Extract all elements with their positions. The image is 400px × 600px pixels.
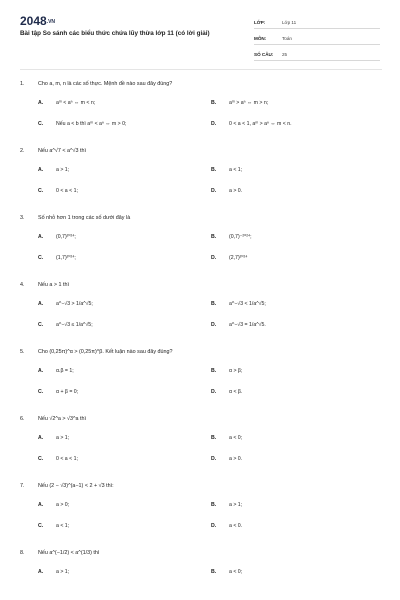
option-label: B. xyxy=(211,301,217,307)
option-text: a < 0; xyxy=(229,435,243,441)
answer-option[interactable] xyxy=(193,296,380,317)
question-spacer xyxy=(20,539,380,550)
question-stem xyxy=(20,148,380,162)
answer-option[interactable] xyxy=(193,384,380,405)
question-spacer xyxy=(20,405,380,416)
question-4 xyxy=(20,282,380,349)
option-label: B. xyxy=(211,234,217,240)
question-stem xyxy=(20,483,380,497)
meta-row-count xyxy=(254,49,380,61)
answer-option[interactable] xyxy=(193,363,380,384)
answer-option[interactable] xyxy=(20,250,193,271)
option-text: a^−√3 ≤ 1/a^√5; xyxy=(56,322,93,328)
option-text: a > 1; xyxy=(229,502,243,508)
option-text: a > 1; xyxy=(56,569,70,575)
option-text: a > 0. xyxy=(229,188,243,194)
question-text: Cho (0,25π)^α > (0,25π)^β. Kết luận nào sau đây đúng? xyxy=(38,349,173,355)
answer-options xyxy=(20,162,380,204)
option-label: A. xyxy=(38,502,44,508)
question-stem xyxy=(20,416,380,430)
option-label: A. xyxy=(38,301,44,307)
question-spacer xyxy=(20,585,380,596)
option-label: A. xyxy=(38,167,44,173)
answer-options xyxy=(20,564,380,585)
question-text: Nếu √2^a > √3^a thì xyxy=(38,416,86,422)
answer-option[interactable] xyxy=(20,363,193,384)
answer-option[interactable] xyxy=(20,518,193,539)
option-label: C. xyxy=(38,456,44,462)
meta-key: LỚP: xyxy=(254,20,266,25)
option-text: 0 < a < 1, aᵐ > aⁿ ⇔ m < n. xyxy=(229,121,292,127)
answer-options xyxy=(20,497,380,539)
answer-option[interactable] xyxy=(193,497,380,518)
question-2 xyxy=(20,148,380,215)
question-number: 3. xyxy=(20,215,25,221)
question-text: Nếu (2 − √3)^(a−1) < 2 + √3 thì: xyxy=(38,483,114,489)
question-7 xyxy=(20,483,380,550)
question-list xyxy=(0,81,400,596)
option-text: a^−√3 > 1/a^√5; xyxy=(56,301,93,307)
question-stem xyxy=(20,81,380,95)
option-text: aᵐ < aⁿ ⇔ m < n; xyxy=(56,100,96,106)
option-text: a^−√3 < 1/a^√5; xyxy=(229,301,266,307)
answer-option[interactable] xyxy=(20,296,193,317)
question-number: 8. xyxy=(20,550,25,556)
answer-option[interactable] xyxy=(20,497,193,518)
option-label: B. xyxy=(211,569,217,575)
option-label: B. xyxy=(211,368,217,374)
option-label: B. xyxy=(211,167,217,173)
question-number: 4. xyxy=(20,282,25,288)
option-text: aᵐ > aⁿ ⇔ m > n; xyxy=(229,100,269,106)
question-text: Số nhỏ hơn 1 trong các số dưới đây là xyxy=(38,215,131,221)
option-text: α.β = 1; xyxy=(56,368,74,374)
question-text: Cho a, m, n là các số thực. Mệnh đề nào sau đây đúng? xyxy=(38,81,173,87)
option-label: D. xyxy=(211,188,217,194)
brand-name: 2048 xyxy=(20,14,47,28)
question-5 xyxy=(20,349,380,416)
option-label: C. xyxy=(38,188,44,194)
option-text: a > 0. xyxy=(229,456,243,462)
option-text: α < β. xyxy=(229,389,243,395)
option-text: Nếu a < b thì aᵐ < aⁿ ⇔ m > 0; xyxy=(56,121,127,127)
answer-option[interactable] xyxy=(193,116,380,137)
answer-option[interactable] xyxy=(193,451,380,472)
option-label: D. xyxy=(211,389,217,395)
question-spacer xyxy=(20,271,380,282)
question-stem xyxy=(20,215,380,229)
option-label: B. xyxy=(211,502,217,508)
option-label: A. xyxy=(38,234,44,240)
option-text: a < 1; xyxy=(229,167,243,173)
answer-option[interactable] xyxy=(193,250,380,271)
question-text: Nếu a^√7 < a^√3 thì xyxy=(38,148,86,154)
meta-info xyxy=(254,17,380,65)
meta-value: 25 xyxy=(282,52,288,57)
question-spacer xyxy=(20,137,380,148)
question-spacer xyxy=(20,338,380,349)
answer-option[interactable] xyxy=(20,162,193,183)
answer-option[interactable] xyxy=(193,95,380,116)
option-text: (0,7)⁻²⁰²⁴; xyxy=(229,234,252,240)
header xyxy=(0,0,400,62)
option-text: a > 0; xyxy=(56,502,70,508)
option-label: C. xyxy=(38,121,44,127)
option-text: a > 1; xyxy=(56,435,70,441)
answer-option[interactable] xyxy=(193,183,380,204)
option-label: D. xyxy=(211,255,217,261)
option-text: α > β; xyxy=(229,368,243,374)
option-text: a < 0. xyxy=(229,523,243,529)
answer-option[interactable] xyxy=(20,564,193,585)
option-text: a < 0; xyxy=(229,569,243,575)
option-text: 0 < a < 1; xyxy=(56,456,78,462)
answer-option[interactable] xyxy=(193,430,380,451)
answer-option[interactable] xyxy=(20,183,193,204)
question-1 xyxy=(20,81,380,148)
question-text: Nếu a > 1 thì xyxy=(38,282,70,288)
answer-options xyxy=(20,229,380,271)
option-label: C. xyxy=(38,389,44,395)
answer-options xyxy=(20,296,380,338)
meta-key: MÔN: xyxy=(254,36,267,41)
answer-options xyxy=(20,430,380,472)
option-text: (0,7)²⁰²⁴; xyxy=(56,234,76,240)
option-label: C. xyxy=(38,255,44,261)
document-title: Bài tập So sánh các biểu thức chứa lũy thừa lớp 11 (có lời giải) xyxy=(20,30,210,37)
question-spacer xyxy=(20,472,380,483)
question-spacer xyxy=(20,204,380,215)
answer-option[interactable] xyxy=(20,317,193,338)
option-label: D. xyxy=(211,121,217,127)
question-number: 5. xyxy=(20,349,25,355)
option-text: (2,7)²⁰²⁴ xyxy=(229,255,248,261)
meta-value: Toán xyxy=(282,36,292,41)
option-label: C. xyxy=(38,523,44,529)
answer-option[interactable] xyxy=(20,229,193,250)
option-label: A. xyxy=(38,435,44,441)
option-text: a > 1; xyxy=(56,167,70,173)
header-divider xyxy=(20,69,382,70)
answer-option[interactable] xyxy=(20,116,193,137)
option-text: a^−√3 = 1/a^√5. xyxy=(229,322,266,328)
question-6 xyxy=(20,416,380,483)
option-label: C. xyxy=(38,322,44,328)
question-text: Nếu a^(−1/2) < a^(1/3) thì xyxy=(38,550,100,556)
option-label: A. xyxy=(38,100,44,106)
meta-row-subject xyxy=(254,33,380,45)
meta-key: SỐ CÂU: xyxy=(254,52,274,57)
option-text: 0 < a < 1; xyxy=(56,188,78,194)
question-number: 2. xyxy=(20,148,25,154)
option-text: (1,7)²⁰²⁴; xyxy=(56,255,76,261)
question-number: 1. xyxy=(20,81,25,87)
question-stem xyxy=(20,282,380,296)
question-number: 7. xyxy=(20,483,25,489)
option-label: D. xyxy=(211,322,217,328)
answer-option[interactable] xyxy=(193,317,380,338)
question-number: 6. xyxy=(20,416,25,422)
answer-option[interactable] xyxy=(20,384,193,405)
option-label: D. xyxy=(211,523,217,529)
answer-option[interactable] xyxy=(193,564,380,585)
option-label: A. xyxy=(38,569,44,575)
brand-suffix: .VN xyxy=(46,18,56,25)
option-label: D. xyxy=(211,456,217,462)
answer-options xyxy=(20,95,380,137)
answer-option[interactable] xyxy=(193,518,380,539)
question-3 xyxy=(20,215,380,282)
question-stem xyxy=(20,550,380,564)
answer-option[interactable] xyxy=(193,162,380,183)
question-stem xyxy=(20,349,380,363)
meta-value: Lớp 11 xyxy=(282,20,297,25)
option-label: B. xyxy=(211,100,217,106)
answer-option[interactable] xyxy=(20,95,193,116)
option-text: a < 1; xyxy=(56,523,70,529)
option-label: A. xyxy=(38,368,44,374)
answer-option[interactable] xyxy=(20,451,193,472)
answer-option[interactable] xyxy=(20,430,193,451)
answer-options xyxy=(20,363,380,405)
answer-option[interactable] xyxy=(193,229,380,250)
option-text: α + β = 0; xyxy=(56,389,79,395)
meta-row-grade xyxy=(254,17,380,29)
option-label: B. xyxy=(211,435,217,441)
question-8 xyxy=(20,550,380,596)
site-logo[interactable] xyxy=(20,14,55,28)
